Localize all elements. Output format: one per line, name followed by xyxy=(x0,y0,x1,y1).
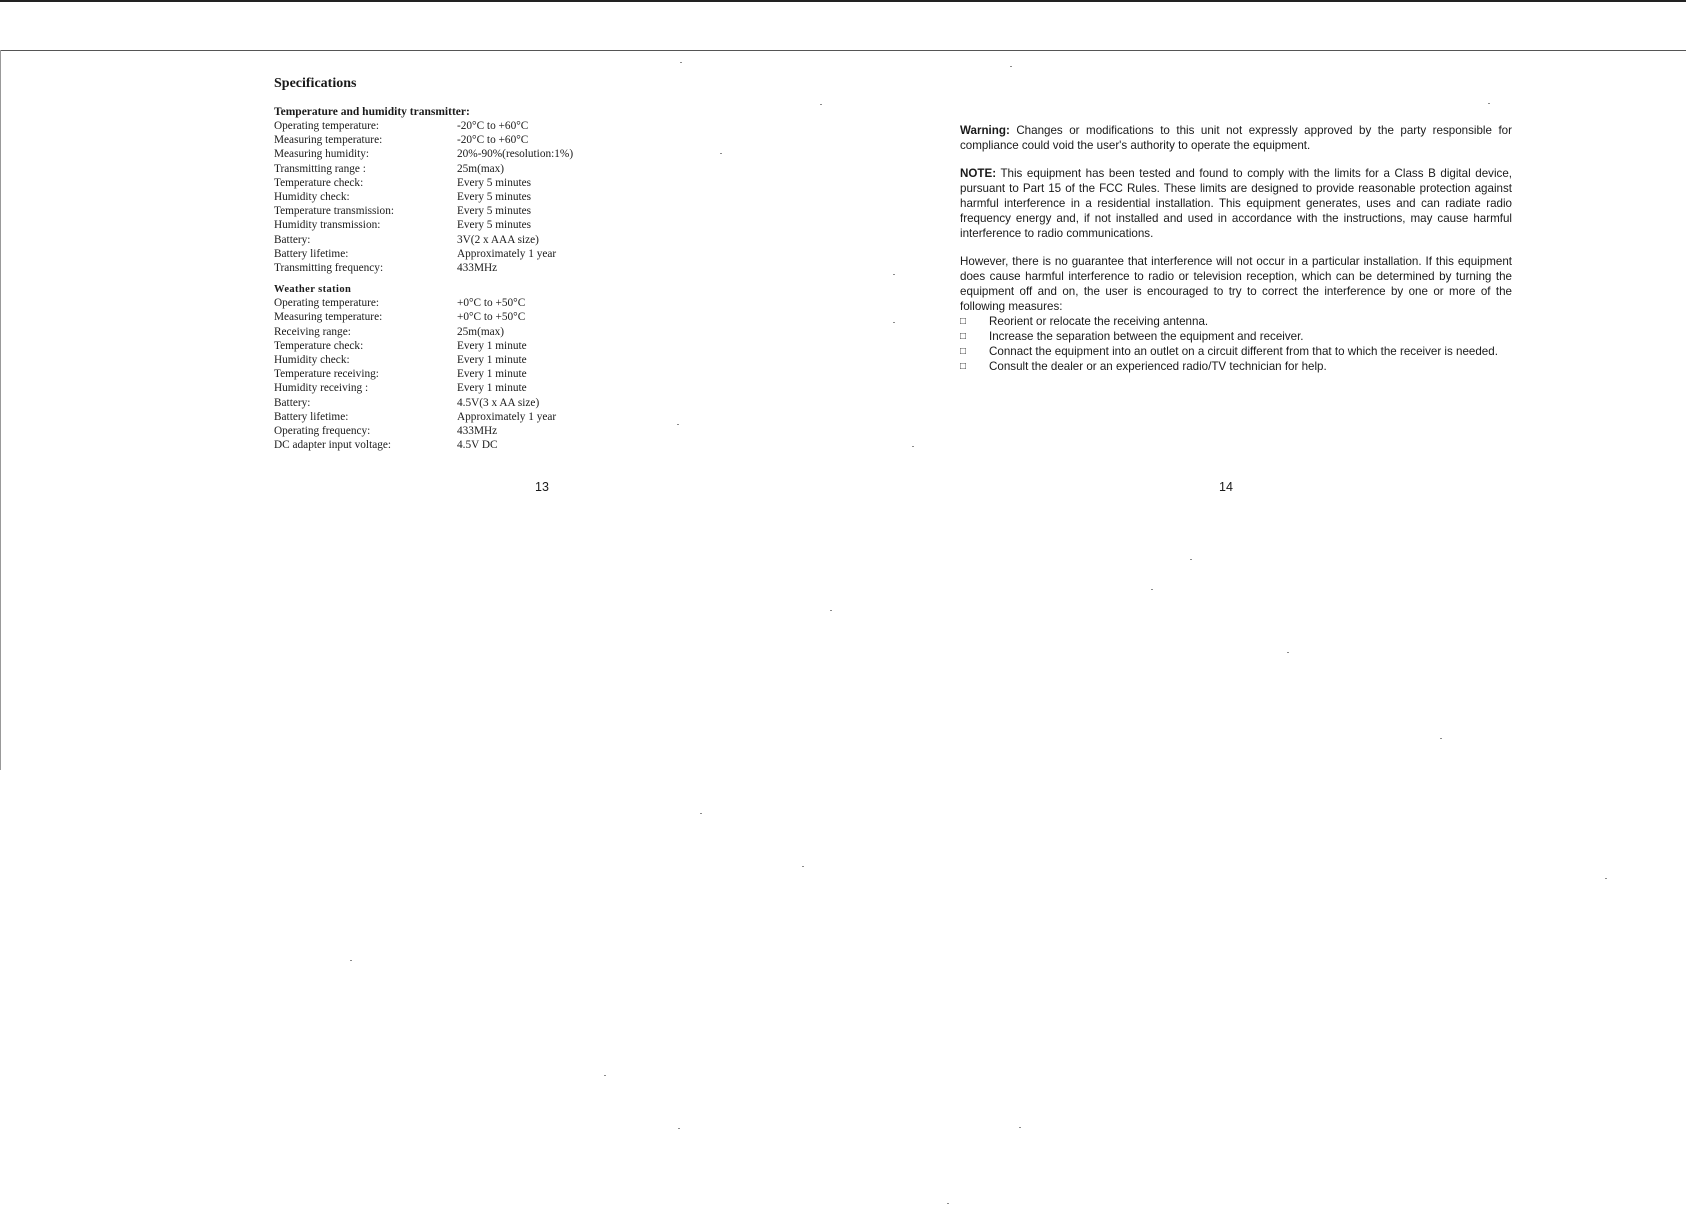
spec-value: Every 1 minute xyxy=(457,382,527,395)
spec-value: Every 5 minutes xyxy=(457,176,532,189)
scan-top-edge xyxy=(0,0,1686,2)
scan-speck xyxy=(830,610,832,611)
spec-value: 433MHz xyxy=(457,262,498,275)
right-page xyxy=(960,123,1512,374)
scan-speck xyxy=(700,813,702,814)
spec-value: +0°C to +50°C xyxy=(457,297,526,310)
spec-label: Transmitting frequency: xyxy=(274,262,384,275)
however-paragraph: However, there is no guarantee that interference will not occur in a particular installation. If this equipment does cause harmful interference to radio or television reception, which can be determined by turning the equipment off and on, the user is encouraged to try to correct the interference by one or more of the following measures: xyxy=(960,255,1512,313)
spec-label: Humidity check: xyxy=(274,191,350,204)
spec-row xyxy=(274,296,734,310)
spec-row xyxy=(274,119,734,133)
spec-label: Receiving range: xyxy=(274,325,351,338)
spec-row xyxy=(274,410,734,424)
scan-speck xyxy=(1605,878,1607,879)
spec-row xyxy=(274,381,734,395)
spec-value: Every 1 minute xyxy=(457,368,527,381)
spec-label: Battery lifetime: xyxy=(274,410,349,423)
measure-text: Connact the equipment into an outlet on a circuit different from that to which the receiver is needed. xyxy=(989,345,1498,358)
spec-value: Every 1 minute xyxy=(457,339,527,352)
spec-value: 433MHz xyxy=(457,425,498,438)
checkbox-bullet-icon: □ xyxy=(960,346,967,357)
spec-value: -20°C to +60°C xyxy=(457,134,529,147)
spec-label: Transmitting range : xyxy=(274,162,366,175)
checkbox-bullet-icon: □ xyxy=(960,316,967,327)
scan-speck xyxy=(1440,738,1442,739)
page-number-13: 13 xyxy=(535,480,549,494)
spec-label: Operating temperature: xyxy=(274,297,380,310)
scan-speck xyxy=(678,1128,680,1129)
spec-label: Temperature check: xyxy=(274,339,364,352)
spec-row xyxy=(274,353,734,367)
spec-value: Every 1 minute xyxy=(457,354,527,367)
station-heading: Weather station xyxy=(274,284,352,296)
transmitter-heading: Temperature and humidity transmitter: xyxy=(274,106,470,118)
scan-speck xyxy=(1151,589,1153,590)
measure-item xyxy=(960,329,1512,344)
spec-value: 20%-90%(resolution:1%) xyxy=(457,148,574,161)
spec-row xyxy=(274,396,734,410)
spec-row xyxy=(274,247,734,261)
spec-label: DC adapter input voltage: xyxy=(274,439,392,452)
note-paragraph xyxy=(960,166,1512,241)
scan-speck xyxy=(947,1203,949,1204)
scan-speck xyxy=(604,1075,606,1076)
spec-row xyxy=(274,438,734,452)
spec-value: 3V(2 x AAA size) xyxy=(457,233,539,246)
scan-speck xyxy=(720,153,722,154)
spec-value: Every 5 minutes xyxy=(457,219,532,232)
spec-value: 25m(max) xyxy=(457,162,505,175)
station-spec-list xyxy=(274,296,734,452)
spec-label: Battery lifetime: xyxy=(274,247,349,260)
spec-row xyxy=(274,190,734,204)
spec-label: Operating temperature: xyxy=(274,120,380,132)
checkbox-bullet-icon: □ xyxy=(960,331,967,342)
scan-speck xyxy=(820,104,822,105)
spec-label: Temperature check: xyxy=(274,176,364,189)
page-top-rule xyxy=(0,50,1686,51)
spec-label: Measuring temperature: xyxy=(274,311,383,324)
spec-row xyxy=(274,325,734,339)
measures-list xyxy=(960,314,1512,374)
spec-label: Measuring humidity: xyxy=(274,148,370,161)
scan-speck xyxy=(893,322,895,323)
spec-value: 25m(max) xyxy=(457,325,505,338)
spec-label: Operating frequency: xyxy=(274,425,371,438)
page-number-14: 14 xyxy=(1219,480,1233,494)
spec-row xyxy=(274,367,734,381)
spec-label: Humidity transmission: xyxy=(274,219,381,232)
spec-row xyxy=(274,204,734,218)
spec-label: Humidity check: xyxy=(274,354,350,367)
measure-item xyxy=(960,344,1512,359)
spec-value: Approximately 1 year xyxy=(457,410,557,423)
spec-value: +0°C to +50°C xyxy=(457,311,526,324)
spec-value: Approximately 1 year xyxy=(457,247,557,260)
spec-value: Every 5 minutes xyxy=(457,191,532,204)
measure-item xyxy=(960,359,1512,374)
spec-label: Humidity receiving : xyxy=(274,382,369,395)
scan-speck xyxy=(350,960,352,961)
spec-value: 4.5V(3 x AA size) xyxy=(457,396,540,409)
spec-row xyxy=(274,261,734,275)
scan-speck xyxy=(1019,1127,1021,1128)
scan-speck xyxy=(1287,652,1289,653)
spec-label: Battery: xyxy=(274,233,311,246)
measure-text: Increase the separation between the equipment and receiver. xyxy=(989,330,1304,343)
specifications-title: Specifications xyxy=(274,76,357,91)
measure-text: Reorient or relocate the receiving antenna. xyxy=(989,315,1209,328)
spec-row xyxy=(274,233,734,247)
scan-speck xyxy=(802,866,804,867)
scan-speck xyxy=(680,62,682,63)
spec-value: -20°C to +60°C xyxy=(457,120,529,132)
spec-label: Measuring temperature: xyxy=(274,134,383,147)
note-text: This equipment has been tested and found to comply with the limits for a Class B digital device, pursuant to Part 15 of the FCC Rules. These limits are designed to provide reasonable protection against harmful interference in a residential installation. This equipment generates, uses and can radiate radio frequency energy and, if not installed and used in accordance with the instructions, may cause harmful interference to radio communications. xyxy=(960,167,1512,240)
spec-row xyxy=(274,176,734,190)
spec-row xyxy=(274,310,734,324)
spec-label: Battery: xyxy=(274,396,311,409)
warning-text: Changes or modifications to this unit not expressly approved by the party responsible for compliance could void the user's authority to operate the equipment. xyxy=(960,124,1512,152)
spec-label: Temperature transmission: xyxy=(274,205,394,218)
checkbox-bullet-icon: □ xyxy=(960,361,967,372)
note-label: NOTE: xyxy=(960,167,997,180)
spec-row xyxy=(274,147,734,161)
scan-speck xyxy=(893,274,895,275)
spec-row xyxy=(274,424,734,438)
scan-speck xyxy=(1488,103,1490,104)
scan-speck xyxy=(677,424,679,425)
spec-row xyxy=(274,339,734,353)
measure-text: Consult the dealer or an experienced radio/TV technician for help. xyxy=(989,360,1327,373)
transmitter-spec-list xyxy=(274,119,734,275)
left-page xyxy=(274,76,734,452)
scan-left-edge xyxy=(0,50,1,770)
warning-label: Warning: xyxy=(960,124,1010,137)
scan-speck xyxy=(1010,66,1012,67)
spec-row xyxy=(274,218,734,232)
spec-value: 4.5V DC xyxy=(457,439,498,452)
measure-item xyxy=(960,314,1512,329)
spec-label: Temperature receiving: xyxy=(274,368,379,381)
scan-speck xyxy=(1190,559,1192,560)
spec-value: Every 5 minutes xyxy=(457,205,532,218)
spec-row xyxy=(274,162,734,176)
scan-speck xyxy=(912,446,914,447)
warning-paragraph xyxy=(960,123,1512,153)
spec-row xyxy=(274,133,734,147)
